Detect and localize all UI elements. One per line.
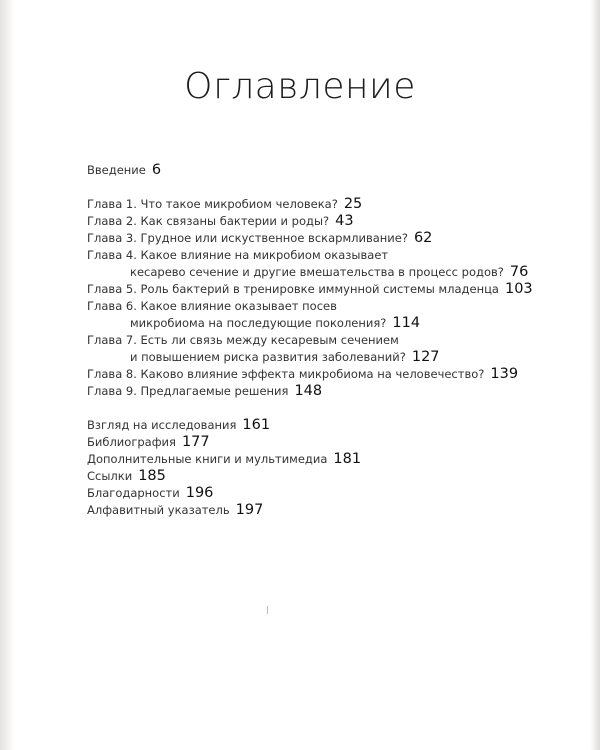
toc-entry-chapter-6-line-2[interactable] (87, 315, 533, 332)
toc-page-number: 196 (185, 485, 214, 501)
toc-entry-label: Глава 1. Что такое микробиом человека? (87, 197, 338, 211)
toc-entry-chapter-6-line-1[interactable] (87, 298, 533, 315)
toc-entry-label: и повышением риска развития заболеваний? (130, 350, 406, 364)
toc-entry-index[interactable] (87, 502, 533, 519)
toc-page-number: 181 (333, 451, 362, 467)
toc-entry-label: Взгляд на исследования (87, 418, 237, 432)
toc-entry-chapter-4-line-2[interactable] (87, 264, 533, 281)
toc-entry-references[interactable] (87, 468, 533, 485)
spacer (87, 179, 533, 196)
toc-page-number: 114 (392, 315, 421, 331)
page-edge-right (590, 0, 600, 750)
toc-entry-label: Глава 2. Как связаны бактерии и роды? (87, 214, 330, 228)
toc-entry-label: микробиома на последующие поколения? (130, 316, 387, 330)
toc-entry-label: кесарево сечение и другие вмешательства в процесс родов? (130, 265, 504, 279)
toc-page-number: 25 (343, 196, 363, 212)
print-mark (267, 606, 268, 614)
toc-entry-label: Введение (87, 163, 146, 177)
toc-page-number: 148 (294, 383, 323, 399)
toc-entry-chapter-4-line-1[interactable] (87, 247, 533, 264)
toc-entry-chapter-7-line-2[interactable] (87, 349, 533, 366)
toc-entry-label: Дополнительные книги и мультимедиа (87, 452, 328, 466)
toc-entry-label: Глава 4. Какое влияние на микробиом оказывает (87, 248, 389, 262)
toc-page-number: 76 (509, 264, 529, 280)
toc-page-number: 139 (490, 366, 519, 382)
toc-page-number: 161 (242, 417, 271, 433)
toc-entry-bibliography[interactable] (87, 434, 533, 451)
page-edge-left (0, 0, 14, 750)
toc-entry-acknowledgements[interactable] (87, 485, 533, 502)
toc-entry-label: Глава 8. Каково влияние эффекта микробиома на человечество? (87, 367, 485, 381)
toc-page-number: 6 (151, 162, 162, 178)
toc-entry-label: Глава 7. Есть ли связь между кесаревым сечением (87, 333, 399, 347)
toc-page-number: 62 (413, 230, 433, 246)
toc-entry-chapter-2[interactable] (87, 213, 533, 230)
toc-entry-chapter-7-line-1[interactable] (87, 332, 533, 349)
toc-entry-chapter-8[interactable] (87, 366, 533, 383)
toc-entry-label: Глава 5. Роль бактерий в тренировке иммунной системы младенца (87, 282, 499, 296)
toc-entry-chapter-5[interactable] (87, 281, 533, 298)
page-title: Оглавление (184, 66, 416, 107)
toc-page-number: 197 (235, 502, 264, 518)
toc-entry-label: Благодарности (87, 486, 180, 500)
toc-entry-label: Ссылки (87, 469, 133, 483)
toc-entry-chapter-1[interactable] (87, 196, 533, 213)
toc-entry-label: Глава 6. Какое влияние оказывает посев (87, 299, 337, 313)
toc-entry-chapter-9[interactable] (87, 383, 533, 400)
toc-entry-research[interactable] (87, 417, 533, 434)
spacer (87, 400, 533, 417)
toc-entry-label: Глава 9. Предлагаемые решения (87, 384, 289, 398)
toc-page-number: 185 (138, 468, 166, 484)
table-of-contents (87, 162, 533, 519)
toc-page-number: 43 (335, 213, 354, 229)
toc-page-number: 177 (181, 434, 210, 450)
toc-entry-label: Алфавитный указатель (87, 503, 230, 517)
toc-entry-chapter-3[interactable] (87, 230, 533, 247)
toc-entry-intro[interactable] (87, 162, 533, 179)
toc-page-number: 127 (411, 349, 440, 365)
toc-entry-label: Библиография (87, 435, 176, 449)
toc-page-number: 103 (504, 281, 533, 297)
toc-entry-additional-media[interactable] (87, 451, 533, 468)
toc-entry-label: Глава 3. Грудное или искуственное вскармливание? (87, 231, 408, 245)
